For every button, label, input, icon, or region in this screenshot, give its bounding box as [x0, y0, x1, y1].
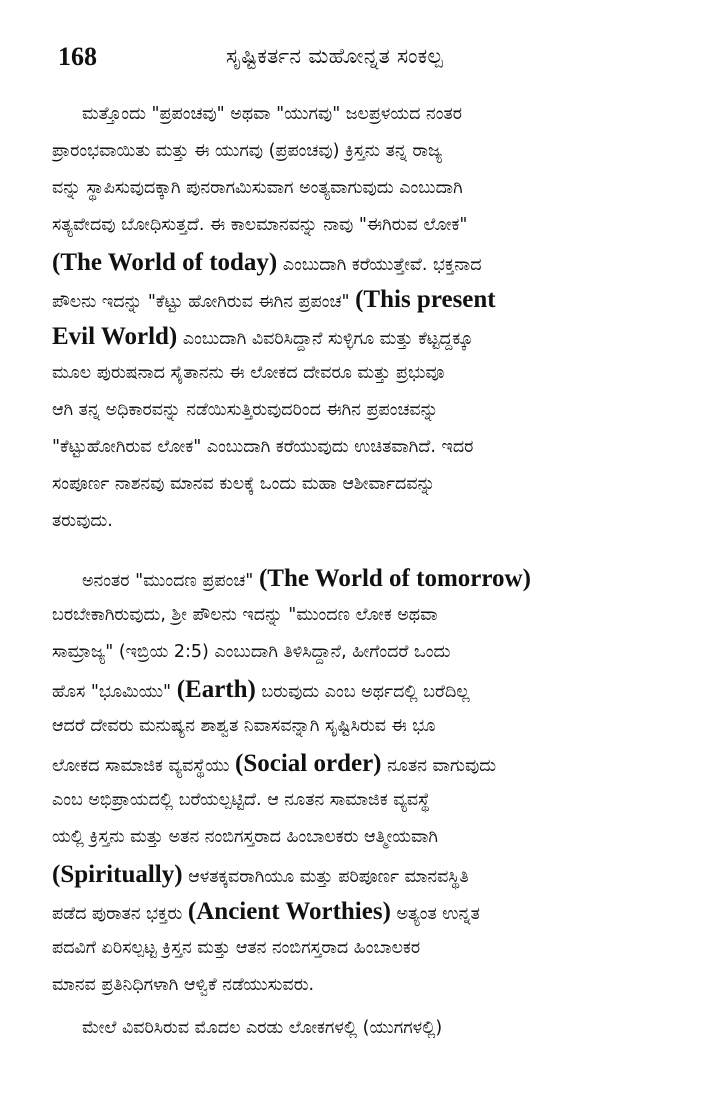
text-line: [52, 782, 664, 819]
paragraph-3: [52, 1010, 664, 1047]
kannada-text: ಸತ್ಯವೇದವು ಬೋಧಿಸುತ್ತದೆ. ಈ ಕಾಲಮಾನವನ್ನು ನಾವು "ಈಗಿರುವ ಲೋಕ": [52, 215, 468, 235]
english-gloss: (Spiritually): [52, 861, 183, 888]
text-line: [52, 708, 664, 745]
kannada-text: ಅನಂತರ "ಮುಂದಣ ಪ್ರಪಂಚ": [82, 571, 254, 591]
kannada-text: ಪೌಲನು ಇದನ್ನು "ಕೆಟ್ಟು ಹೋಗಿರುವ ಈಗಿನ ಪ್ರಪಂಚ": [52, 292, 350, 312]
english-gloss: (The World of tomorrow): [258, 565, 531, 592]
kannada-text: ಎಂಬ ಅಭಿಪ್ರಾಯದಲ್ಲಿ ಬರೆಯಲ್ಪಟ್ಟಿದೆ. ಆ ನೂತನ ಸಾಮಾಜಿಕ ವ್ಯವಸ್ಥೆ: [52, 790, 430, 810]
text-line: [52, 671, 664, 708]
text-line: [52, 392, 664, 429]
english-gloss: Evil World): [52, 323, 178, 350]
kannada-text: ನೂತನ ವಾಗುವುದು: [387, 756, 497, 776]
text-line: [52, 96, 664, 133]
page-header: [58, 42, 663, 76]
text-line: [52, 819, 664, 856]
text-line: [52, 466, 664, 503]
kannada-text: ಬರಬೇಕಾಗಿರುವುದು, ಶ್ರೀ ಪೌಲನು ಇದನ್ನು "ಮುಂದಣ ಲೋಕ ಅಥವಾ: [52, 605, 438, 625]
text-line: [52, 560, 664, 597]
kannada-text: ಆದರೆ ದೇವರು ಮನುಷ್ಯನ ಶಾಶ್ವತ ನಿವಾಸವನ್ನಾಗಿ ಸೃಷ್ಟಿಸಿರುವ ಈ ಭೂ: [52, 716, 436, 736]
paragraph-1: [52, 96, 664, 540]
kannada-text: ಅತ್ಯಂತ ಉನ್ನತ: [396, 904, 480, 924]
text-line: [52, 207, 664, 244]
text-line: [52, 893, 664, 930]
english-gloss: (Ancient Worthies): [187, 898, 391, 925]
kannada-text: ಸಂಪೂರ್ಣ ನಾಶನವು ಮಾನವ ಕುಲಕ್ಕೆ ಒಂದು ಮಹಾ ಆಶೀರ್ವಾದವನ್ನು: [52, 474, 436, 494]
kannada-text: ಪದವಿಗೆ ಏರಿಸಲ್ಪಟ್ಟ ಕ್ರಿಸ್ತನ ಮತ್ತು ಆತನ ನಂಬಿಗಸ್ತರಾದ ಹಿಂಬಾಲಕರ: [52, 938, 421, 958]
page-number: 168: [58, 42, 97, 71]
text-line: [52, 967, 664, 1004]
text-line: [52, 318, 664, 355]
kannada-text: ಯಲ್ಲಿ ಕ್ರಿಸ್ತನು ಮತ್ತು ಅತನ ನಂಬಿಗಸ್ತರಾದ ಹಿಂಬಾಲಕರು ಆತ್ಮೀಯವಾಗಿ: [52, 827, 438, 847]
kannada-text: ಮೂಲ ಪುರುಷನಾದ ಸೈತಾನನು ಈ ಲೋಕದ ದೇವರೂ ಮತ್ತು ಪ್ರಭುವೂ: [52, 363, 445, 383]
text-line: [52, 355, 664, 392]
kannada-text: ಬರುವುದು ಎಂಬ ಅರ್ಥದಲ್ಲಿ ಬರೆದಿಲ್ಲ: [261, 682, 470, 702]
kannada-text: ತರುವುದು.: [52, 511, 113, 531]
kannada-text: ಮತ್ತೊಂದು "ಪ್ರಪಂಚವು" ಅಥವಾ "ಯುಗವು" ಜಲಪ್ರಳಯದ ನಂತರ: [82, 104, 463, 124]
english-gloss: (Social order): [235, 750, 382, 777]
english-gloss: (The World of today): [52, 249, 278, 276]
text-line: [52, 244, 664, 281]
kannada-text: ವನ್ನು ಸ್ಥಾಪಿಸುವುದಕ್ಕಾಗಿ ಪುನರಾಗಮಿಸುವಾಗ ಅಂತ್ಯವಾಗುವುದು ಎಂಬುದಾಗಿ: [52, 178, 463, 198]
kannada-text: ಎಂಬುದಾಗಿ ವಿವರಿಸಿದ್ದಾನೆ ಸುಳ್ಳಿಗೂ ಮತ್ತು ಕೆಟ್ಟದ್ದಕ್ಕೂ: [182, 329, 474, 349]
english-gloss: (This present: [355, 286, 496, 313]
text-line: [52, 429, 664, 466]
paragraph-2: [52, 560, 664, 1004]
kannada-text: ಮೇಲೆ ವಿವರಿಸಿರುವ ಮೊದಲ ಎರಡು ಲೋಕಗಳಲ್ಲಿ (ಯುಗಗಳಲ್ಲಿ): [82, 1018, 443, 1038]
kannada-text: ಲೋಕದ ಸಾಮಾಜಿಕ ವ್ಯವಸ್ಥೆಯು: [52, 756, 230, 776]
text-line: [52, 170, 664, 207]
kannada-text: ಸಾಮ್ರಾಜ್ಯ" (ಇಬ್ರಿಯ 2:5) ಎಂಬುದಾಗಿ ತಿಳಿಸಿದ್ದಾನೆ, ಹೀಗೆಂದರೆ ಒಂದು: [52, 642, 451, 662]
text-line: [52, 281, 664, 318]
kannada-text: "ಕೆಟ್ಟುಹೋಗಿರುವ ಲೋಕ" ಎಂಬುದಾಗಿ ಕರೆಯುವುದು ಉಚಿತವಾಗಿದೆ. ಇದರ: [52, 437, 474, 457]
kannada-text: ಪಡೆದ ಪುರಾತನ ಭಕ್ತರು: [52, 904, 183, 924]
kannada-text: ಪ್ರಾರಂಭವಾಯಿತು ಮತ್ತು ಈ ಯುಗವು (ಪ್ರಪಂಚವು) ಕ್ರಿಸ್ತನು ತನ್ನ ರಾಜ್ಯ: [52, 141, 443, 161]
text-line: [52, 930, 664, 967]
text-line: [52, 133, 664, 170]
kannada-text: ಆಗಿ ತನ್ನ ಅಧಿಕಾರವನ್ನು ನಡೆಯಿಸುತ್ತಿರುವುದರಿಂದ ಈಗಿನ ಪ್ರಪಂಚವನ್ನು: [52, 400, 439, 420]
text-line: [52, 597, 664, 634]
text-line: [52, 503, 664, 540]
text-line: [52, 745, 664, 782]
text-line: [52, 634, 664, 671]
kannada-text: ಹೊಸ "ಭೂಮಿಯು": [52, 682, 172, 702]
text-line: [52, 856, 664, 893]
kannada-text: ಮಾನವ ಪ್ರತಿನಿಧಿಗಳಾಗಿ ಆಳ್ವಿಕೆ ನಡೆಯುಸುವರು.: [52, 975, 315, 995]
text-line: [52, 1010, 664, 1047]
running-title: ಸೃಷ್ಟಿಕರ್ತನ ಮಹೋನ್ನತ ಸಂಕಲ್ಪ: [226, 44, 444, 68]
kannada-text: ಆಳತಕ್ಕವರಾಗಿಯೂ ಮತ್ತು ಪರಿಪೂರ್ಣ ಮಾನವಸ್ಥಿತಿ: [188, 867, 469, 887]
kannada-text: ಎಂಬುದಾಗಿ ಕರೆಯುತ್ತೇವೆ. ಭಕ್ತನಾದ: [282, 255, 482, 275]
english-gloss: (Earth): [176, 676, 256, 703]
